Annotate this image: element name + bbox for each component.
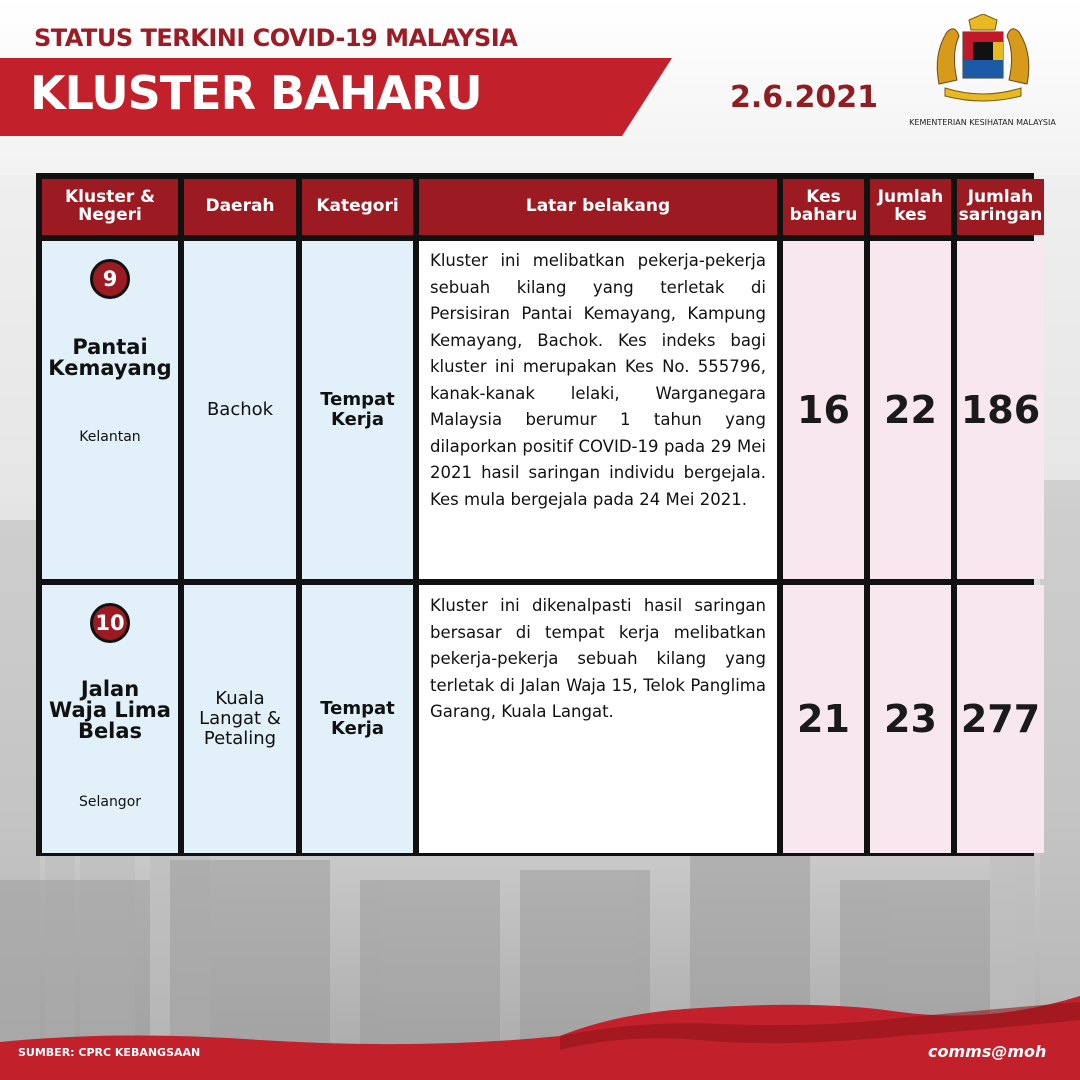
cluster-number-badge: 9 [90, 259, 130, 299]
header-latar-belakang: Latar belakang [419, 179, 777, 235]
cluster-name: Pantai Kemayang [48, 335, 172, 380]
brand-handle: comms@moh [928, 1042, 1047, 1061]
total-cases-cell: 22 [870, 241, 951, 579]
district-cell: Bachok [184, 241, 296, 579]
ministry-name: KEMENTERIAN KESIHATAN MALAYSIA [909, 118, 1056, 127]
total-screening-cell: 277 [957, 585, 1044, 853]
new-cases-cell: 16 [783, 241, 864, 579]
header-kluster-negeri: Kluster & Negeri [42, 179, 178, 235]
header-kategori: Kategori [302, 179, 413, 235]
category-cell: Tempat Kerja [302, 585, 413, 853]
cluster-number-badge: 10 [90, 603, 130, 643]
page-title: KLUSTER BAHARU [30, 66, 482, 120]
total-cases-cell: 23 [870, 585, 951, 853]
district-cell: Kuala Langat & Petaling [184, 585, 296, 853]
total-screening-cell: 186 [957, 241, 1044, 579]
header-jumlah-saringan: Jumlah saringan [957, 179, 1044, 235]
background-text-cell: Kluster ini melibatkan pekerja-pekerja sebuah kilang yang terletak di Persisiran Pantai Kemayang, Kampung Kemayang, Bachok. Kes indeks bagi kluster ini merupakan Kes No. 555796, kanak-kanak lelaki, Warganegara Malaysia berumur 1 tahun yang dilaporkan positif COVID-19 pada 29 Mei 2021 hasil saringan individu bergejala. Kes mula bergejala pada 24 Mei 2021. [419, 241, 777, 579]
cluster-name: Jalan Waja Lima Belas [49, 677, 171, 743]
cluster-state: Kelantan [79, 429, 141, 445]
report-date: 2.6.2021 [730, 80, 879, 115]
category-cell: Tempat Kerja [302, 241, 413, 579]
table-row-cluster-cell [42, 241, 178, 579]
cluster-state: Selangor [78, 794, 142, 810]
coat-of-arms-icon [925, 14, 1041, 104]
header-kicker: STATUS TERKINI COVID-19 MALAYSIA [34, 24, 518, 52]
header-kes-baharu: Kes baharu [783, 179, 864, 235]
header-daerah: Daerah [184, 179, 296, 235]
cluster-table [36, 173, 1043, 856]
table-row-cluster-cell [42, 585, 178, 853]
new-cases-cell: 21 [783, 585, 864, 853]
header-jumlah-kes: Jumlah kes [870, 179, 951, 235]
source-credit: SUMBER: CPRC KEBANGSAAN [18, 1046, 201, 1059]
footer-red-wave [0, 990, 1080, 1080]
background-text-cell: Kluster ini dikenalpasti hasil saringan bersasar di tempat kerja melibatkan pekerja-pekerja sebuah kilang yang terletak di Jalan Waja 15, Telok Panglima Garang, Kuala Langat. [419, 585, 777, 853]
